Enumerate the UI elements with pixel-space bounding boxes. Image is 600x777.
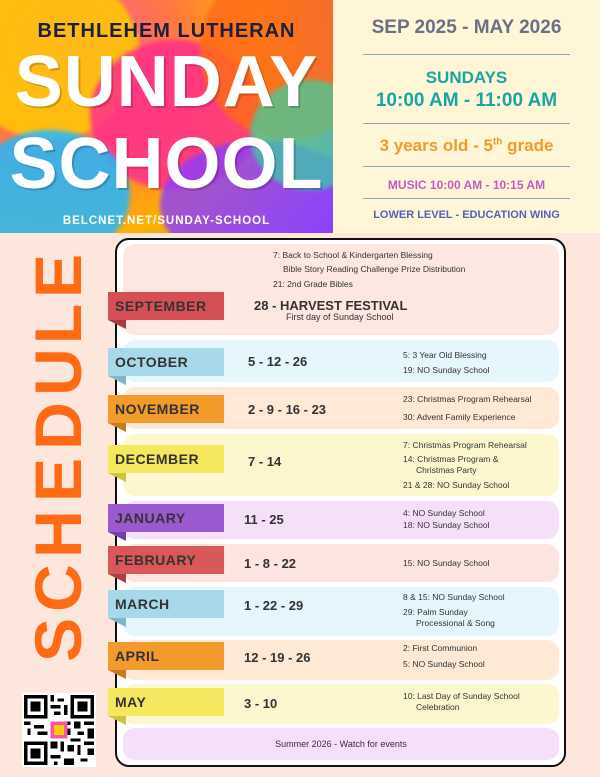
side-letter: H bbox=[21, 510, 95, 558]
month-note: 14: Christmas Program & bbox=[403, 454, 499, 464]
month-dates: 1 - 8 - 22 bbox=[244, 556, 297, 571]
season-dates: SEP 2025 - MAY 2026 bbox=[371, 17, 562, 38]
banner-march: MARCH bbox=[108, 590, 224, 618]
month-note: 18: NO Sunday School bbox=[403, 520, 490, 530]
hero-banner bbox=[0, 0, 333, 233]
qr-code[interactable] bbox=[22, 693, 96, 767]
side-letter: L bbox=[21, 303, 95, 345]
banner-december: DECEMBER bbox=[108, 445, 224, 473]
month-note: 4: NO Sunday School bbox=[403, 508, 485, 518]
month-note: 23: Christmas Program Rehearsal bbox=[403, 394, 532, 404]
age-range: 3 years old - 5th grade bbox=[379, 136, 554, 155]
schedule-vertical-title bbox=[18, 240, 98, 680]
side-letter: E bbox=[21, 457, 95, 503]
month-note: 7: Christmas Program Rehearsal bbox=[403, 440, 527, 450]
location: LOWER LEVEL - EDUCATION WING bbox=[373, 209, 560, 221]
month-row-september bbox=[123, 244, 559, 335]
month-subtitle: First day of Sunday School bbox=[286, 312, 394, 322]
month-dates: 2 - 9 - 16 - 23 bbox=[248, 402, 327, 417]
summer-note: Summer 2026 - Watch for events bbox=[275, 739, 407, 749]
month-note: 19: NO Sunday School bbox=[403, 365, 490, 375]
hero-title-sunday: SUNDAY bbox=[14, 42, 319, 122]
month-dates: 28 - HARVEST FESTIVAL bbox=[254, 298, 408, 313]
banner-february: FEBRUARY bbox=[108, 546, 224, 574]
divider bbox=[363, 54, 570, 55]
banner-may: MAY bbox=[108, 688, 224, 716]
side-letter: U bbox=[21, 348, 95, 396]
meeting-day: SUNDAYS bbox=[425, 68, 508, 87]
month-dates: 7 - 14 bbox=[248, 454, 282, 469]
side-letter: S bbox=[21, 617, 95, 663]
month-note: 5: 3 Year Old Blessing bbox=[403, 350, 487, 360]
month-dates: 5 - 12 - 26 bbox=[248, 354, 308, 369]
side-letter: D bbox=[21, 402, 95, 450]
summer-row bbox=[123, 728, 559, 760]
meeting-time: 10:00 AM - 11:00 AM bbox=[375, 90, 558, 111]
hero-title-school: SCHOOL bbox=[9, 124, 324, 204]
month-dates: 11 - 25 bbox=[244, 512, 284, 527]
banner-october: OCTOBER bbox=[108, 348, 224, 376]
side-letter: E bbox=[21, 253, 95, 299]
divider bbox=[363, 166, 570, 167]
side-letter: C bbox=[21, 564, 95, 612]
music-time: MUSIC 10:00 AM - 10:15 AM bbox=[387, 178, 546, 192]
banner-november: NOVEMBER bbox=[108, 395, 224, 423]
top-note: Bible Story Reading Challenge Prize Distribution bbox=[283, 264, 466, 274]
church-name: BETHLEHEM LUTHERAN bbox=[37, 20, 296, 42]
month-note: 8 & 15: NO Sunday School bbox=[403, 592, 505, 602]
top-note: 7: Back to School & Kindergarten Blessing bbox=[273, 250, 433, 260]
website-link[interactable]: BELCNET.NET/SUNDAY-SCHOOL bbox=[62, 215, 271, 227]
month-dates: 12 - 19 - 26 bbox=[244, 650, 311, 665]
banner-april: APRIL bbox=[108, 642, 224, 670]
top-note: 21: 2nd Grade Bibles bbox=[273, 279, 353, 289]
divider bbox=[363, 198, 570, 199]
month-note: 15: NO Sunday School bbox=[403, 558, 490, 568]
banner-january: JANUARY bbox=[108, 504, 224, 532]
month-note: 10: Last Day of Sunday School bbox=[403, 691, 520, 701]
qr-code-icon bbox=[24, 695, 94, 765]
month-note: 30: Advent Family Experience bbox=[403, 412, 516, 422]
info-panel bbox=[333, 0, 600, 233]
month-note: 29: Palm Sunday bbox=[403, 607, 468, 617]
month-note: 21 & 28: NO Sunday School bbox=[403, 480, 510, 490]
month-dates: 3 - 10 bbox=[244, 696, 278, 711]
divider bbox=[363, 123, 570, 124]
banner-september: SEPTEMBER bbox=[108, 292, 224, 320]
month-note: Celebration bbox=[416, 702, 460, 712]
month-note: 5: NO Sunday School bbox=[403, 659, 485, 669]
month-dates: 1 - 22 - 29 bbox=[244, 598, 304, 613]
month-note: 2: First Communion bbox=[403, 643, 478, 653]
month-note: Christmas Party bbox=[416, 465, 477, 475]
month-note: Processional & Song bbox=[416, 618, 495, 628]
